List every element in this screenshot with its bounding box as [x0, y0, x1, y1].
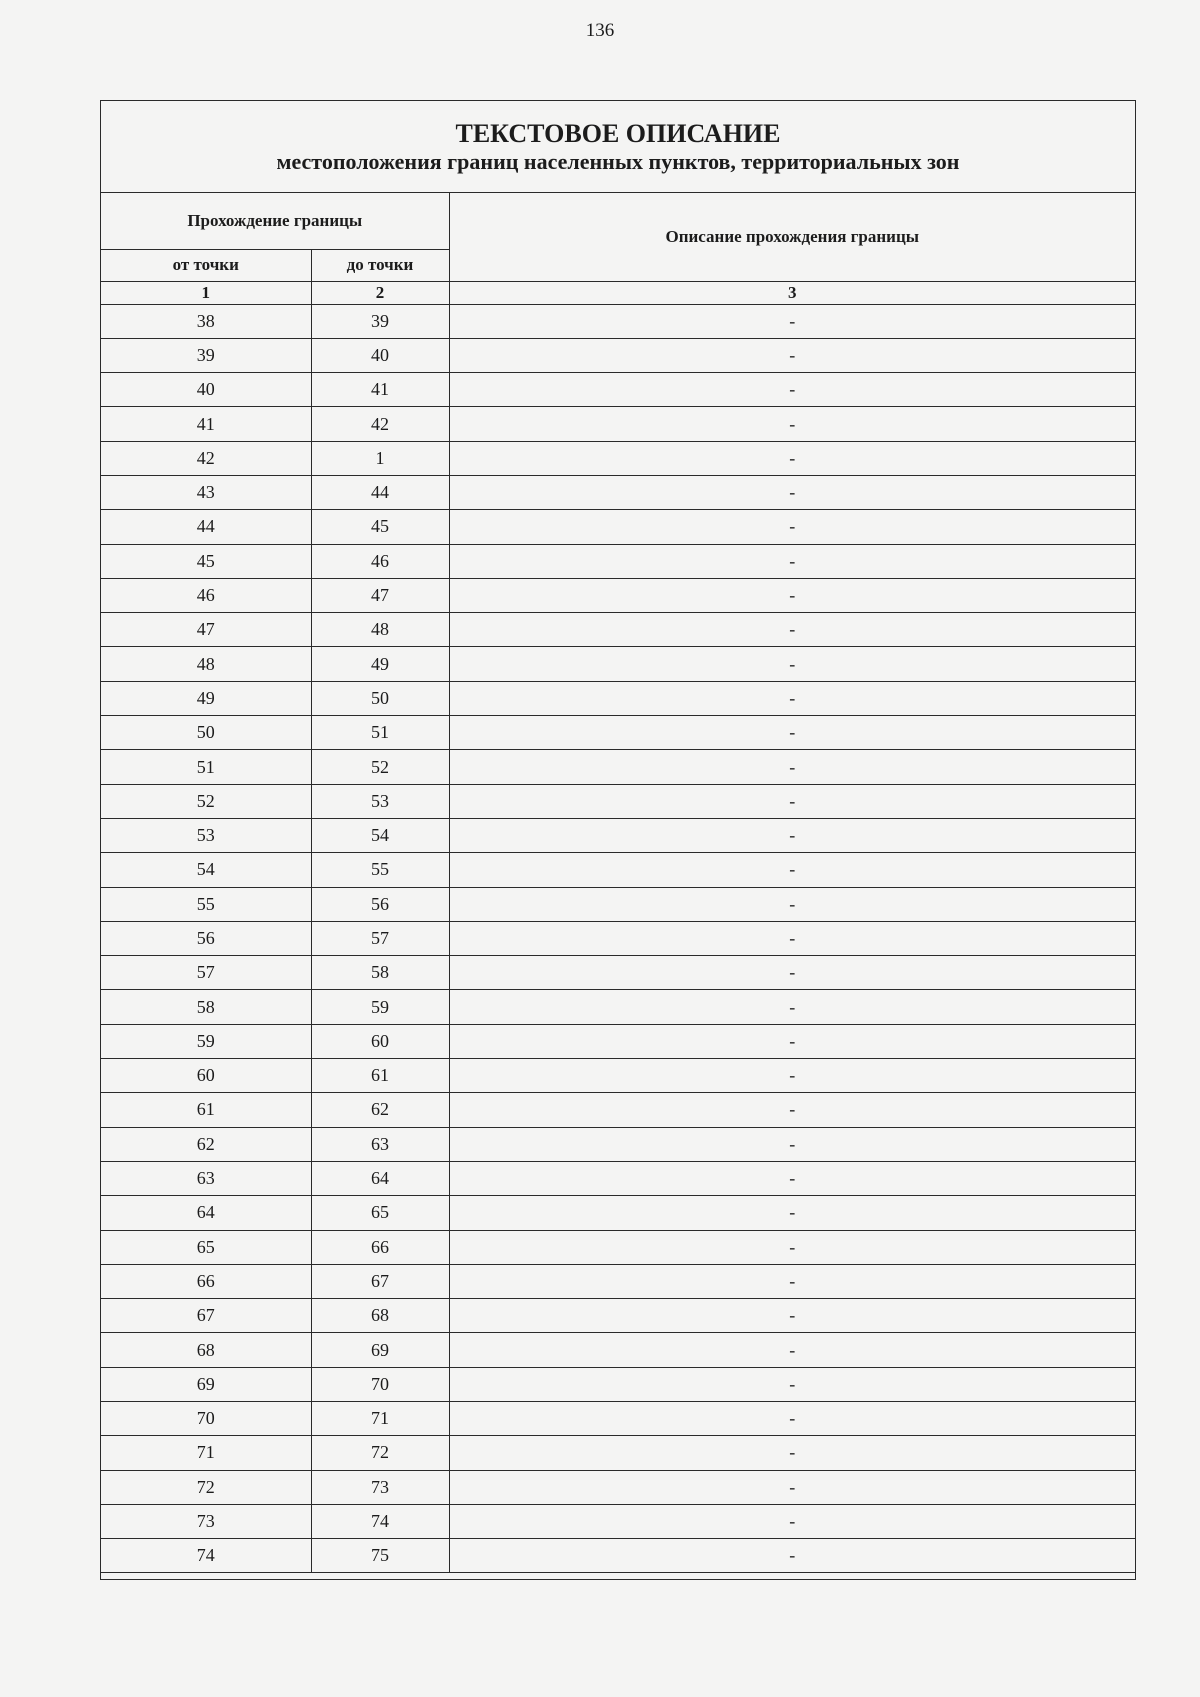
table-row	[101, 990, 1135, 1024]
cell-description: -	[449, 1470, 1135, 1504]
cell-from-point: 42	[101, 441, 311, 475]
table-row	[101, 818, 1135, 852]
cell-to-point: 71	[311, 1402, 449, 1436]
table-row	[101, 921, 1135, 955]
cell-to-point: 60	[311, 1024, 449, 1058]
cell-from-point: 52	[101, 784, 311, 818]
cell-from-point: 64	[101, 1196, 311, 1230]
table-row	[101, 1196, 1135, 1230]
cell-from-point: 45	[101, 544, 311, 578]
table-row	[101, 544, 1135, 578]
cell-from-point: 50	[101, 716, 311, 750]
cell-description: -	[449, 818, 1135, 852]
table-row	[101, 716, 1135, 750]
table-row	[101, 750, 1135, 784]
cell-to-point: 62	[311, 1093, 449, 1127]
cell-to-point: 42	[311, 407, 449, 441]
table-row	[101, 853, 1135, 887]
cell-description: -	[449, 1161, 1135, 1195]
table-row	[101, 1470, 1135, 1504]
table-row	[101, 613, 1135, 647]
cell-description: -	[449, 1230, 1135, 1264]
document-frame	[100, 100, 1136, 1580]
table-row	[101, 441, 1135, 475]
cell-description: -	[449, 921, 1135, 955]
cell-to-point: 59	[311, 990, 449, 1024]
table-row	[101, 475, 1135, 509]
cell-to-point: 67	[311, 1264, 449, 1298]
column-number: 2	[311, 281, 449, 304]
document-title: ТЕКСТОВОЕ ОПИСАНИЕ	[455, 119, 781, 148]
table-row	[101, 1024, 1135, 1058]
cell-description: -	[449, 1059, 1135, 1093]
cell-to-point: 48	[311, 613, 449, 647]
cell-from-point: 59	[101, 1024, 311, 1058]
table-row	[101, 887, 1135, 921]
cell-from-point: 72	[101, 1470, 311, 1504]
cell-to-point: 75	[311, 1539, 449, 1573]
cell-from-point: 58	[101, 990, 311, 1024]
cell-to-point: 1	[311, 441, 449, 475]
cell-description: -	[449, 1539, 1135, 1573]
cell-to-point: 72	[311, 1436, 449, 1470]
cell-from-point: 66	[101, 1264, 311, 1298]
cell-to-point: 50	[311, 681, 449, 715]
table-row	[101, 304, 1135, 338]
cell-from-point: 49	[101, 681, 311, 715]
cell-description: -	[449, 853, 1135, 887]
table-row	[101, 1093, 1135, 1127]
header-boundary-passage: Прохождение границы	[101, 193, 449, 249]
cell-description: -	[449, 681, 1135, 715]
cell-to-point: 40	[311, 338, 449, 372]
header-description: Описание прохождения границы	[449, 193, 1135, 281]
cell-from-point: 47	[101, 613, 311, 647]
cell-from-point: 38	[101, 304, 311, 338]
cell-description: -	[449, 441, 1135, 475]
cell-from-point: 43	[101, 475, 311, 509]
table-row	[101, 1230, 1135, 1264]
cell-description: -	[449, 475, 1135, 509]
cell-from-point: 61	[101, 1093, 311, 1127]
table-row	[101, 1127, 1135, 1161]
cell-description: -	[449, 578, 1135, 612]
title-block	[101, 101, 1135, 193]
table-row	[101, 373, 1135, 407]
table-row	[101, 784, 1135, 818]
cell-to-point: 69	[311, 1333, 449, 1367]
cell-from-point: 56	[101, 921, 311, 955]
table-row	[101, 1299, 1135, 1333]
table-row	[101, 1436, 1135, 1470]
cell-to-point: 64	[311, 1161, 449, 1195]
cell-from-point: 71	[101, 1436, 311, 1470]
cell-description: -	[449, 613, 1135, 647]
cell-from-point: 74	[101, 1539, 311, 1573]
table-row	[101, 1161, 1135, 1195]
cell-description: -	[449, 338, 1135, 372]
cell-description: -	[449, 1367, 1135, 1401]
header-to-point: до точки	[311, 249, 449, 281]
table-row	[101, 956, 1135, 990]
cell-to-point: 74	[311, 1504, 449, 1538]
table-row	[101, 407, 1135, 441]
cell-to-point: 57	[311, 921, 449, 955]
cell-to-point: 54	[311, 818, 449, 852]
cell-to-point: 56	[311, 887, 449, 921]
table-row	[101, 1333, 1135, 1367]
cell-to-point: 44	[311, 475, 449, 509]
cell-to-point: 66	[311, 1230, 449, 1264]
table-row	[101, 1539, 1135, 1573]
cell-description: -	[449, 1402, 1135, 1436]
table-row	[101, 1504, 1135, 1538]
cell-from-point: 48	[101, 647, 311, 681]
cell-from-point: 51	[101, 750, 311, 784]
header-from-point: от точки	[101, 249, 311, 281]
cell-from-point: 68	[101, 1333, 311, 1367]
column-number: 3	[449, 281, 1135, 304]
cell-to-point: 58	[311, 956, 449, 990]
cell-to-point: 68	[311, 1299, 449, 1333]
cell-from-point: 70	[101, 1402, 311, 1436]
cell-description: -	[449, 750, 1135, 784]
cell-description: -	[449, 990, 1135, 1024]
cell-description: -	[449, 1333, 1135, 1367]
cell-description: -	[449, 716, 1135, 750]
cell-description: -	[449, 887, 1135, 921]
cell-to-point: 65	[311, 1196, 449, 1230]
cell-from-point: 57	[101, 956, 311, 990]
document-subtitle: местоположения границ населенных пунктов, территориальных зон	[276, 149, 960, 174]
cell-description: -	[449, 1127, 1135, 1161]
table-row	[101, 1367, 1135, 1401]
cell-description: -	[449, 510, 1135, 544]
cell-description: -	[449, 956, 1135, 990]
cell-to-point: 49	[311, 647, 449, 681]
table-row	[101, 1264, 1135, 1298]
cell-to-point: 55	[311, 853, 449, 887]
boundary-table	[101, 193, 1135, 1573]
cell-description: -	[449, 1299, 1135, 1333]
cell-description: -	[449, 1264, 1135, 1298]
cell-to-point: 45	[311, 510, 449, 544]
table-row	[101, 578, 1135, 612]
cell-from-point: 73	[101, 1504, 311, 1538]
table-row	[101, 681, 1135, 715]
cell-description: -	[449, 1024, 1135, 1058]
table-row	[101, 1059, 1135, 1093]
cell-to-point: 53	[311, 784, 449, 818]
table-row	[101, 647, 1135, 681]
cell-to-point: 47	[311, 578, 449, 612]
cell-from-point: 53	[101, 818, 311, 852]
cell-to-point: 63	[311, 1127, 449, 1161]
cell-description: -	[449, 407, 1135, 441]
cell-from-point: 69	[101, 1367, 311, 1401]
cell-description: -	[449, 1196, 1135, 1230]
cell-from-point: 63	[101, 1161, 311, 1195]
page-number: 136	[585, 20, 615, 41]
cell-description: -	[449, 784, 1135, 818]
cell-description: -	[449, 647, 1135, 681]
cell-from-point: 39	[101, 338, 311, 372]
cell-to-point: 39	[311, 304, 449, 338]
cell-to-point: 70	[311, 1367, 449, 1401]
cell-description: -	[449, 373, 1135, 407]
table-body	[101, 304, 1135, 1573]
cell-to-point: 46	[311, 544, 449, 578]
cell-description: -	[449, 1504, 1135, 1538]
cell-description: -	[449, 304, 1135, 338]
cell-from-point: 55	[101, 887, 311, 921]
cell-to-point: 61	[311, 1059, 449, 1093]
cell-from-point: 46	[101, 578, 311, 612]
cell-to-point: 51	[311, 716, 449, 750]
cell-from-point: 41	[101, 407, 311, 441]
cell-from-point: 54	[101, 853, 311, 887]
cell-from-point: 65	[101, 1230, 311, 1264]
cell-description: -	[449, 1436, 1135, 1470]
cell-from-point: 44	[101, 510, 311, 544]
cell-from-point: 40	[101, 373, 311, 407]
cell-from-point: 60	[101, 1059, 311, 1093]
cell-to-point: 41	[311, 373, 449, 407]
column-number: 1	[101, 281, 311, 304]
table-row	[101, 1402, 1135, 1436]
cell-to-point: 73	[311, 1470, 449, 1504]
cell-description: -	[449, 1093, 1135, 1127]
cell-from-point: 67	[101, 1299, 311, 1333]
cell-from-point: 62	[101, 1127, 311, 1161]
cell-to-point: 52	[311, 750, 449, 784]
table-row	[101, 338, 1135, 372]
cell-description: -	[449, 544, 1135, 578]
table-row	[101, 510, 1135, 544]
